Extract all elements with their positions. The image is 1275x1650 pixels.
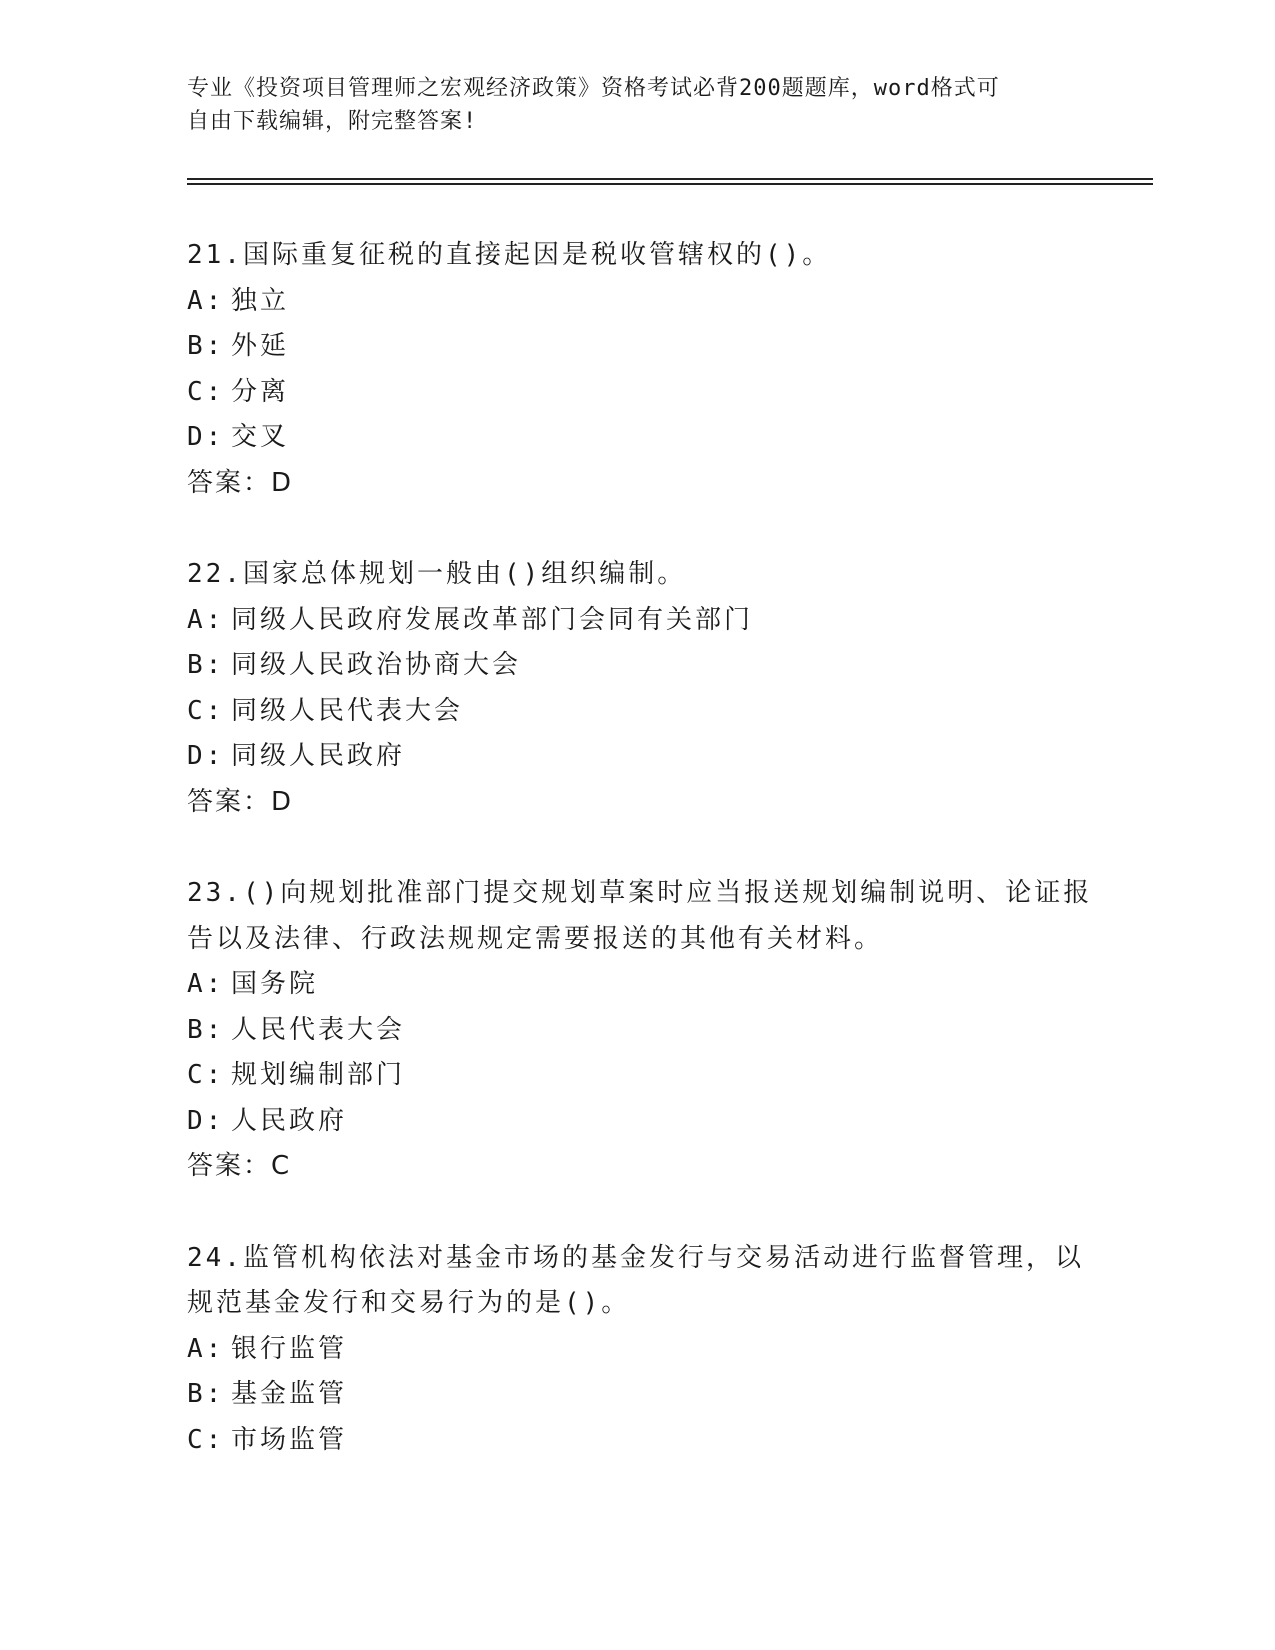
question-23: [187, 871, 1093, 1190]
option-letter: A:: [187, 604, 225, 635]
option-letter: D:: [187, 1105, 225, 1136]
option-letter: B:: [187, 650, 225, 680]
option-text: 国务院: [231, 969, 319, 999]
question-22: [187, 552, 1087, 825]
option-letter: A:: [187, 969, 225, 999]
option-letter: C:: [187, 1060, 225, 1090]
option-text: 外延: [231, 331, 290, 361]
option-b: [187, 324, 1087, 370]
document-header: [187, 72, 1067, 138]
option-letter: C:: [187, 695, 225, 726]
question-stem-line-2: 规范基金发行和交易行为的是()。: [187, 1288, 631, 1318]
question-21: [187, 233, 1087, 506]
option-letter: A:: [187, 285, 225, 316]
answer-line: 答案：D: [187, 786, 294, 817]
question-stem-line-1: 24.监管机构依法对基金市场的基金发行与交易活动进行监督管理，以: [187, 1242, 1084, 1273]
option-letter: B:: [187, 331, 225, 361]
option-b: [187, 1372, 1087, 1418]
answer-line: 答案：D: [187, 467, 294, 498]
option-c: [187, 689, 1087, 735]
option-text: 规划编制部门: [231, 1060, 406, 1090]
option-letter: D:: [187, 422, 225, 452]
option-c: [187, 1053, 1087, 1099]
option-a: [187, 1327, 1087, 1373]
option-d: [187, 415, 1087, 461]
header-line-2: 自由下载编辑，附完整答案!: [187, 109, 478, 134]
option-b: [187, 1008, 1087, 1054]
option-a: [187, 962, 1087, 1008]
option-text: 同级人民代表大会: [231, 695, 464, 726]
answer-line: 答案：C: [187, 1151, 292, 1181]
question-list: [187, 233, 1093, 1509]
header-divider-top: [187, 178, 1153, 180]
option-text: 独立: [231, 285, 290, 316]
option-text: 市场监管: [231, 1424, 348, 1455]
option-a: [187, 279, 1087, 325]
option-text: 交叉: [231, 422, 290, 452]
option-text: 同级人民政府发展改革部门会同有关部门: [231, 604, 754, 635]
option-text: 人民政府: [231, 1105, 348, 1136]
option-d: [187, 734, 1087, 780]
option-b: [187, 643, 1087, 689]
option-text: 分离: [231, 376, 290, 407]
question-24: [187, 1236, 1087, 1464]
question-stem: 22.国家总体规划一般由()组织编制。: [187, 559, 687, 589]
option-text: 同级人民政府: [231, 741, 406, 771]
option-letter: C:: [187, 1424, 225, 1455]
header-divider-bottom: [187, 183, 1153, 185]
option-letter: C:: [187, 376, 225, 407]
option-letter: A:: [187, 1333, 225, 1364]
option-c: [187, 1418, 1087, 1464]
option-letter: D:: [187, 741, 225, 771]
option-text: 银行监管: [231, 1333, 348, 1364]
option-text: 人民代表大会: [231, 1014, 406, 1045]
option-text: 同级人民政治协商大会: [231, 650, 522, 680]
option-a: [187, 598, 1087, 644]
question-stem: 21.国际重复征税的直接起因是税收管辖权的()。: [187, 240, 832, 270]
question-stem-line-1: 23.()向规划批准部门提交规划草案时应当报送规划编制说明、论证报: [187, 878, 1093, 908]
question-stem-line-2: 告以及法律、行政法规规定需要报送的其他有关材料。: [187, 923, 884, 954]
option-c: [187, 370, 1087, 416]
option-text: 基金监管: [231, 1379, 348, 1409]
option-d: [187, 1099, 1087, 1145]
option-letter: B:: [187, 1379, 225, 1409]
option-letter: B:: [187, 1014, 225, 1045]
header-line-1: 专业《投资项目管理师之宏观经济政策》资格考试必背200题题库，word格式可: [187, 76, 1000, 101]
